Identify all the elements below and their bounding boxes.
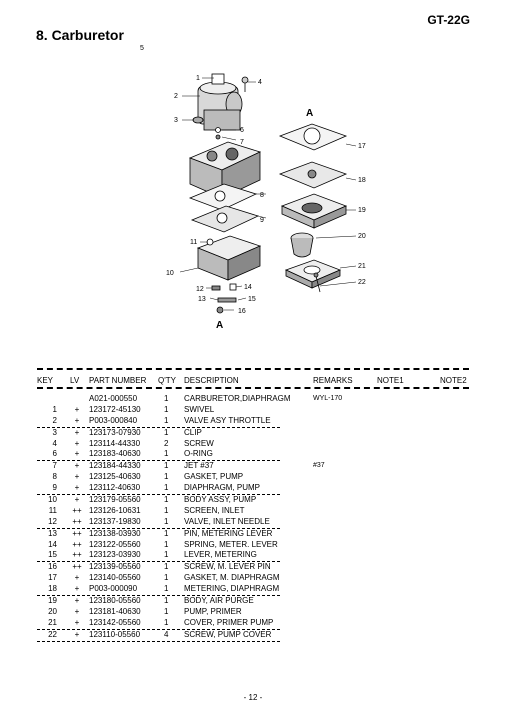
cell-lv: +: [74, 404, 80, 414]
cell-part-number: 123184-44330: [89, 461, 141, 471]
cell-qty: 1: [164, 562, 169, 572]
cell-part-number: 123123-03930: [89, 550, 141, 560]
page-number: - 12 -: [243, 693, 263, 702]
header-remarks: REMARKS: [313, 376, 353, 385]
cell-description: SCREW: [184, 438, 214, 448]
callout-8: 8: [260, 192, 264, 199]
cell-lv: ++: [72, 505, 82, 515]
cell-part-number: 123139-05560: [89, 562, 141, 572]
callout-2: 2: [174, 93, 178, 100]
cell-description: SCREW, M. LEVER PIN: [184, 562, 271, 572]
cell-lv: ++: [72, 562, 82, 572]
cell-description: GASKET, M. DIAPHRAGM: [184, 573, 280, 583]
callout-9: 9: [260, 217, 264, 224]
cell-lv: +: [74, 596, 80, 606]
cell-key: 15: [48, 550, 57, 560]
cell-part-number: 123112-40630: [89, 483, 141, 493]
table-row: [0, 472, 506, 483]
callout-15: 15: [248, 296, 256, 303]
cell-lv: +: [74, 573, 80, 583]
cell-key: 19: [48, 596, 57, 606]
table-row: [0, 529, 506, 540]
cell-remarks: #37: [313, 462, 325, 470]
section-title: 8. Carburetor: [36, 27, 124, 43]
cell-qty: 1: [164, 495, 169, 505]
cell-qty: 1: [164, 528, 169, 538]
cell-qty: 1: [164, 539, 169, 549]
cell-description: VALVE, INLET NEEDLE: [184, 516, 270, 526]
cell-key: 16: [48, 562, 57, 572]
cell-description: METERING, DIAPHRAGM: [184, 584, 280, 594]
table-row: [37, 416, 280, 428]
callout-12: 12: [196, 286, 204, 293]
header-note1: NOTE1: [377, 376, 404, 385]
cell-part-number: 123137-19830: [89, 516, 141, 526]
cell-part-number: 123122-05560: [89, 539, 141, 549]
table-row: [0, 596, 506, 607]
parts-table: [0, 394, 506, 642]
model-label: GT-22G: [427, 13, 470, 27]
cell-description: SCREEN, INLET: [184, 505, 245, 515]
callout-1: 1: [196, 75, 200, 82]
callout-11: 11: [190, 239, 198, 246]
cell-key: 6: [52, 449, 57, 459]
cell-qty: 2: [164, 438, 169, 448]
table-row: [0, 495, 506, 506]
callout-10: 10: [166, 270, 174, 277]
exploded-diagram: [140, 45, 380, 332]
cell-lv: +: [74, 427, 80, 437]
cell-part-number: 123172-45130: [89, 404, 141, 414]
table-row: [37, 517, 280, 529]
cell-qty: 1: [164, 516, 169, 526]
cell-qty: 1: [164, 584, 169, 594]
cell-description: LEVER, METERING: [184, 550, 257, 560]
cell-key: 12: [48, 516, 57, 526]
cell-key: 4: [52, 438, 57, 448]
callout-6: 6: [240, 127, 244, 134]
cell-key: 17: [48, 573, 57, 583]
cell-lv: ++: [72, 516, 82, 526]
cell-qty: 1: [164, 427, 169, 437]
cell-lv: +: [74, 617, 80, 627]
cell-lv: +: [74, 461, 80, 471]
cell-part-number: 123183-40630: [89, 449, 141, 459]
cell-part-number: 123126-10631: [89, 505, 141, 515]
cell-qty: 1: [164, 415, 169, 425]
table-row: [0, 540, 506, 551]
cell-key: 14: [48, 539, 57, 549]
callout-13: 13: [198, 296, 206, 303]
table-row: [0, 428, 506, 439]
header-qty: Q'TY: [158, 376, 176, 385]
cell-description: COVER, PRIMER PUMP: [184, 617, 274, 627]
cell-description: DIAPHRAGM, PUMP: [184, 483, 261, 493]
cell-remarks: WYL-170: [313, 395, 343, 402]
cell-qty: 1: [164, 394, 169, 403]
cell-description: PIN, METERING LEVER: [184, 528, 273, 538]
cell-key: 7: [52, 461, 57, 471]
cell-key: 10: [48, 495, 57, 505]
callout-16: 16: [238, 308, 246, 315]
cell-lv: +: [74, 415, 80, 425]
cell-qty: 1: [164, 505, 169, 515]
callout-22: 22: [358, 279, 366, 286]
cell-lv: +: [74, 629, 80, 639]
ref-mark-bottom: A: [216, 320, 224, 331]
table-row: [0, 439, 506, 450]
callout-21: 21: [358, 263, 366, 270]
cell-qty: 1: [164, 596, 169, 606]
cell-key: 11: [48, 505, 57, 515]
table-row: [0, 562, 506, 573]
cell-part-number: 123181-40630: [89, 606, 141, 616]
cell-key: 8: [52, 472, 57, 482]
callout-19: 19: [358, 207, 366, 214]
cell-description: SWIVEL: [184, 404, 215, 414]
cell-part-number: 123140-05560: [89, 573, 141, 583]
cell-description: BODY ASSY, PUMP: [184, 495, 257, 505]
table-row: [37, 618, 280, 630]
table-row: [0, 405, 506, 416]
cell-key: 21: [48, 617, 57, 627]
cell-key: 2: [52, 415, 57, 425]
cell-key: 1: [52, 404, 57, 414]
cell-lv: +: [74, 483, 80, 493]
cell-lv: +: [74, 606, 80, 616]
cell-description: GASKET, PUMP: [184, 472, 244, 482]
callout-4: 4: [258, 79, 262, 86]
table-row: [0, 573, 506, 584]
cell-part-number: P003-000090: [89, 584, 138, 594]
table-row: [37, 630, 280, 642]
cell-description: CARBURETOR,DIAPHRAGM: [184, 394, 291, 403]
cell-qty: 1: [164, 449, 169, 459]
table-row: [0, 394, 506, 405]
cell-lv: ++: [72, 528, 82, 538]
cell-qty: 1: [164, 483, 169, 493]
cell-key: 18: [48, 584, 57, 594]
cell-part-number: 123125-40630: [89, 472, 141, 482]
cell-part-number: 123142-05560: [89, 617, 141, 627]
cell-description: BODY, AIR PURGE: [184, 596, 254, 606]
callout-7: 7: [240, 139, 244, 146]
table-top-divider: [37, 368, 469, 370]
cell-part-number: A021-000550: [89, 394, 138, 403]
table-row: [37, 449, 280, 461]
cell-description: SPRING, METER. LEVER: [184, 539, 278, 549]
table-row: [37, 483, 280, 495]
table-header-divider: [37, 387, 469, 389]
table-row: [0, 461, 506, 472]
cell-qty: 1: [164, 472, 169, 482]
cell-lv: +: [74, 449, 80, 459]
cell-lv: +: [74, 495, 80, 505]
cell-part-number: 123138-03930: [89, 528, 141, 538]
header-lv: LV: [70, 376, 80, 385]
cell-part-number: 123110-05560: [89, 629, 141, 639]
cell-part-number: 123114-44330: [89, 438, 141, 448]
header-part-number: PART NUMBER: [89, 376, 147, 385]
cell-qty: 1: [164, 617, 169, 627]
cell-qty: 4: [164, 629, 169, 639]
header-key: KEY: [37, 376, 54, 385]
cell-part-number: 123179-05560: [89, 495, 141, 505]
cell-lv: ++: [72, 539, 82, 549]
cell-key: 9: [52, 483, 57, 493]
header-note2: NOTE2: [440, 376, 467, 385]
cell-key: 13: [48, 528, 57, 538]
callout-20: 20: [358, 233, 366, 240]
cell-qty: 1: [164, 404, 169, 414]
table-row: [0, 607, 506, 618]
table-row: [0, 506, 506, 517]
cell-key: 20: [48, 606, 57, 616]
table-row: [37, 550, 280, 562]
cell-qty: 1: [164, 550, 169, 560]
cell-lv: +: [74, 472, 80, 482]
header-description: DESCRIPTION: [184, 376, 239, 385]
cell-key: 3: [52, 427, 57, 437]
cell-lv: +: [74, 584, 80, 594]
cell-key: 22: [48, 629, 57, 639]
ref-mark-top: A: [306, 108, 314, 119]
callout-18: 18: [358, 177, 366, 184]
cell-qty: 1: [164, 573, 169, 583]
callout-14: 14: [244, 284, 252, 291]
cell-part-number: 123173-07930: [89, 427, 141, 437]
callout-5: 5: [140, 45, 144, 52]
cell-description: O-RING: [184, 449, 213, 459]
cell-description: SCREW, PUMP COVER: [184, 629, 272, 639]
cell-qty: 1: [164, 461, 169, 471]
cell-description: PUMP, PRIMER: [184, 606, 242, 616]
callout-17: 17: [358, 143, 366, 150]
cell-part-number: 123180-05560: [89, 596, 141, 606]
cell-lv: ++: [72, 550, 82, 560]
cell-description: CLIP: [184, 427, 202, 437]
table-row: [37, 584, 280, 596]
cell-description: VALVE ASY THROTTLE: [184, 415, 271, 425]
cell-part-number: P003-000840: [89, 415, 138, 425]
cell-description: JET #37: [184, 461, 214, 471]
callout-3: 3: [174, 117, 178, 124]
cell-qty: 1: [164, 606, 169, 616]
cell-lv: +: [74, 438, 80, 448]
